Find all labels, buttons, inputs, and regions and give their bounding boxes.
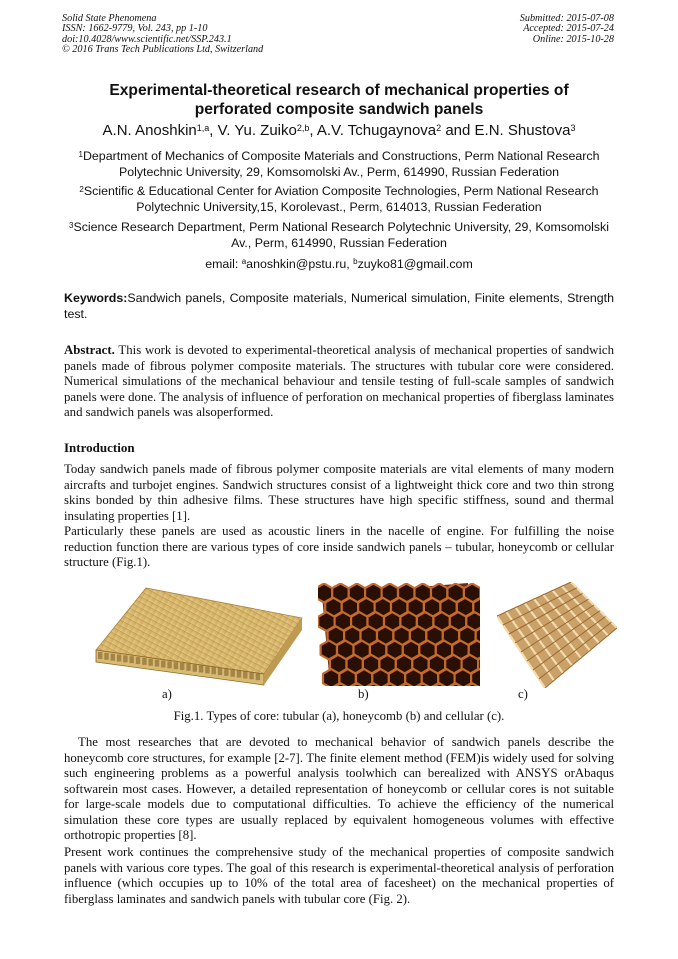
email-address-b[interactable]: zuyko81@gmail.com xyxy=(357,257,473,271)
author-affil-sup: 1,a xyxy=(196,123,210,133)
introduction-heading: Introduction xyxy=(64,440,135,455)
accepted-date: Accepted: 2015-07-24 xyxy=(523,23,614,35)
tubular-core-photo xyxy=(88,586,304,686)
author-separator: and xyxy=(441,122,475,139)
author-name: A.N. Anoshkin xyxy=(102,122,197,139)
abstract-text: This work is devoted to experimental-theoretical analysis of mechanical properties of sandwich panels made of fibrous polymer composite materials. The structures with tubular core were considered. Numerical simulations of the mechanical behaviour and tensile testing of full-scale samples of sandwich panels were done. The analysis of influence of perforation on mechanical properties of fiberglass laminates and sandwich panels was alsoperformed. xyxy=(64,343,614,419)
author-name: A.V. Tchugaynova xyxy=(316,122,437,139)
keywords-text: Sandwich panels, Composite materials, Numerical simulation, Finite elements, Strength test. xyxy=(64,291,614,321)
affiliation-number: 2 xyxy=(79,185,84,194)
abstract-paragraph xyxy=(64,343,614,421)
author-name: E.N. Shustova xyxy=(474,122,571,139)
affiliation-line: Av., Perm, 614990, Russian Federation xyxy=(231,235,447,250)
author-affil-sup: 3 xyxy=(570,123,576,133)
paper-title xyxy=(50,81,628,119)
author-affil-sup: 2,b xyxy=(296,123,310,133)
title-line-1: Experimental-theoretical research of mechanical properties of xyxy=(109,82,569,99)
affiliation-line: Polytechnic University,15, Korolevast., Perm, 614013, Russian Federation xyxy=(136,199,542,214)
figure-label-c: c) xyxy=(518,687,528,701)
keywords-label: Keywords: xyxy=(64,291,128,305)
affiliation-number: 1 xyxy=(78,150,83,159)
email-sup-b: b xyxy=(353,257,358,266)
title-line-2: perforated composite sandwich panels xyxy=(194,101,484,118)
affiliation-line: Polytechnic University, 29, Komsomolski Av., Perm, 614990, Russian Federation xyxy=(118,164,560,179)
affiliation-number: 3 xyxy=(69,221,74,230)
submitted-date: Submitted: 2015-07-08 xyxy=(519,13,614,24)
intro-paragraph-3: The most researches that are devoted to mechanical behavior of sandwich panels describe the honeycomb core structures, for example [2-7]. The finite element method (FEM)is widely used for solving such engineering problems as a powerful analysis toolwhich can berealized with ANSYS orAbaqus softwarein most cases. However, a detailed representation of honeycomb or cellular cores is not suitable for large-scale models due to computational difficulties. To achieve the efficiency of the numerical simulation these core types are usually replaced by equivalent homogeneous volumes with effective orthotropic properties [8]. xyxy=(64,735,614,842)
figure-label-a: a) xyxy=(162,687,172,701)
intro-paragraph-4: Present work continues the comprehensive study of the mechanical properties of composite sandwich panels with various core types. The goal of this research is experimental-theoretical analysis of perforation influence (which occupies up to 10% of the total area of facesheet) on the mechanical properties of fiberglass laminates and sandwich panels with tubular core (Fig. 2). xyxy=(64,845,614,906)
email-line xyxy=(60,256,618,272)
issn-line: ISSN: 1662-9779, Vol. 243, pp 1-10 xyxy=(62,23,208,35)
author-affil-sup: 2 xyxy=(436,123,442,133)
journal-header-left xyxy=(62,14,263,56)
author-list xyxy=(40,122,638,140)
keywords-paragraph xyxy=(64,291,614,322)
abstract-label: Abstract. xyxy=(64,343,115,357)
email-separator: , xyxy=(346,257,354,271)
intro-paragraph-1: Today sandwich panels made of fibrous polymer composite materials are vital elements of many modern aircrafts and turbojet engines. Sandwich structures consist of a lightweight thick core and two thin strong skins bonded by thin adhesive films. These structures have high specific stiffness, sound and thermal insulating properties [1]. xyxy=(64,462,614,523)
honeycomb-core-photo xyxy=(318,583,480,686)
affiliation-line: Science Research Department, Perm National Research Polytechnic University, 29, Komsomolski xyxy=(73,220,609,234)
affiliation-2 xyxy=(60,184,618,215)
copyright-line: © 2016 Trans Tech Publications Ltd, Switzerland xyxy=(62,44,264,56)
author-name: V. Yu. Zuiko xyxy=(217,122,297,139)
doi-line: doi:10.4028/www.scientific.net/SSP.243.1 xyxy=(62,33,232,45)
affiliation-line: Scientific & Educational Center for Aviation Composite Technologies, Perm National Research xyxy=(83,184,599,198)
email-prefix: email: xyxy=(205,257,242,271)
affiliation-1 xyxy=(60,149,618,180)
author-separator: , xyxy=(309,122,317,139)
online-date: Online: 2015-10-28 xyxy=(532,33,614,45)
author-separator: , xyxy=(209,122,218,139)
journal-header-right xyxy=(520,14,614,45)
intro-paragraph-2: Particularly these panels are used as acoustic liners in the nacelle of engine. For fulfilling the noise reduction function there are various types of core inside sandwich panels – tubular, honeycomb or cellular structure (Fig.1). xyxy=(64,524,614,569)
journal-name: Solid State Phenomena xyxy=(62,13,157,24)
figure-caption: Fig.1. Types of core: tubular (a), honeycomb (b) and cellular (c). xyxy=(173,709,505,723)
email-sup-a: a xyxy=(241,257,247,266)
figure-label-b: b) xyxy=(358,687,369,701)
affiliation-3 xyxy=(60,220,618,251)
cellular-core-photo xyxy=(497,582,617,688)
affiliation-line: Department of Mechanics of Composite Materials and Constructions, Perm National Research xyxy=(82,149,600,163)
email-address-a[interactable]: anoshkin@pstu.ru xyxy=(246,257,347,271)
